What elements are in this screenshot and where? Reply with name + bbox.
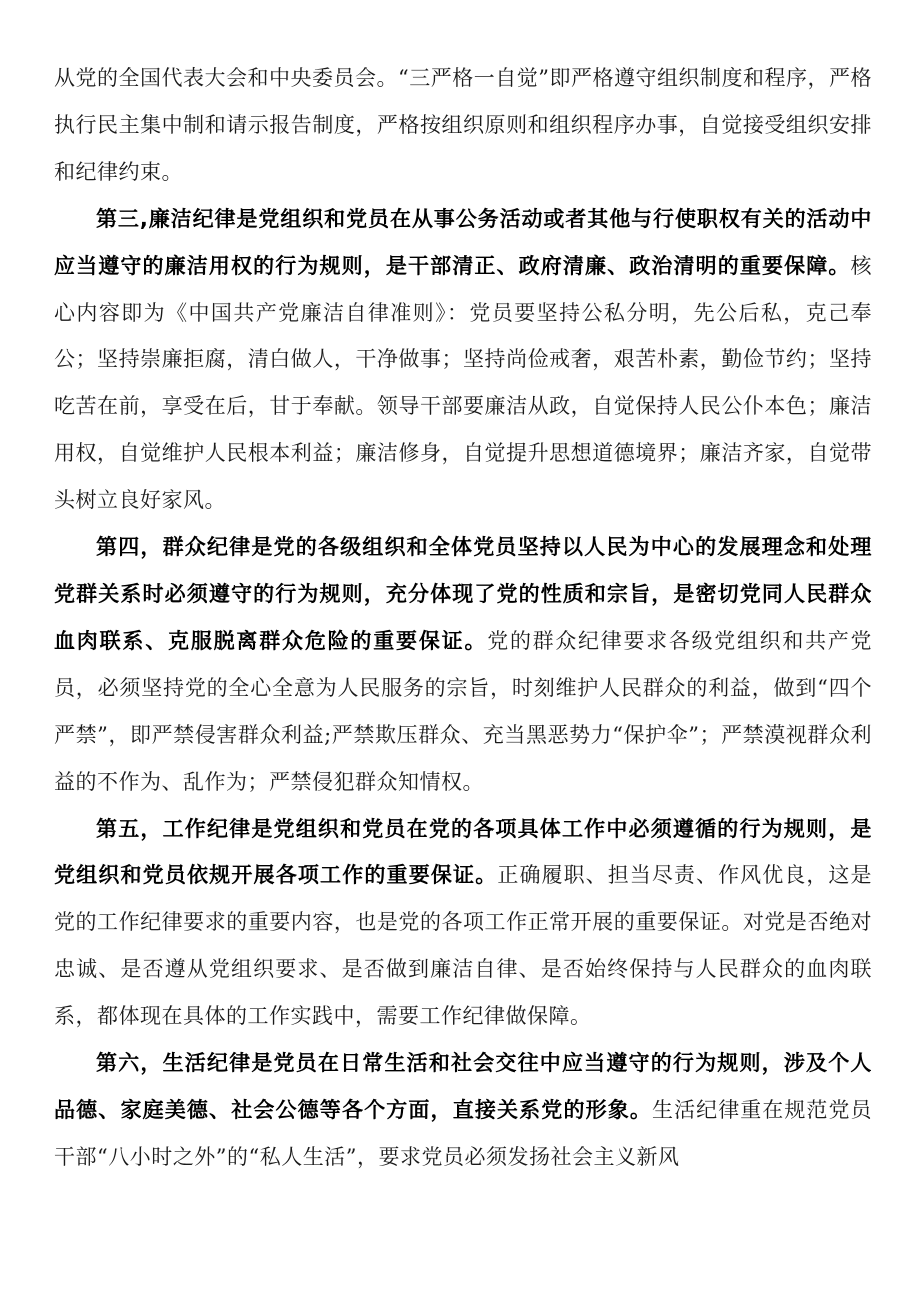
paragraph-continuation [54,55,872,196]
paragraph-lead-bold: 第五，工作纪律是党组织和党员在党的各项具体工作中必须遵循的行为规则，是党组织和党员依规开展各项工作的重要保证。 [54,816,872,888]
paragraph-life-discipline [54,1040,872,1181]
paragraph-clean-discipline [54,196,872,524]
paragraph-lead-bold: 第六，生活纪律是党员在日常生活和社会交往中应当遵守的行为规则，涉及个人品德、家庭美德、社会公德等各个方面，直接关系党的形象。 [54,1051,872,1122]
paragraph-body: 生活纪律重在规范党员干部“八小时之外”的“私人生活”，要求党员必须发扬社会主义新风 [54,1097,872,1169]
paragraph-body: 从党的全国代表大会和中央委员会。“三严格一自觉”即严格遵守组织制度和程序，严格执行民主集中制和请示报告制度，严格按组织原则和组织程序办事，自觉接受组织安排和纪律约束。 [54,66,872,184]
paragraph-body: 正确履职、担当尽责、作风优良，这是党的工作纪律要求的重要内容，也是党的各项工作正常开展的重要保证。对党是否绝对忠诚、是否遵从党组织要求、是否做到廉洁自律、是否始终保持与人民群众的血肉联系，都体现在具体的工作实践中，需要工作纪律做保障。 [54,863,873,1029]
paragraph-body: 核心内容即为《中国共产党廉洁自律准则》：党员要坚持公私分明，先公后私，克己奉公；坚持崇廉拒腐，清白做人，干净做事；坚持尚俭戒奢，艰苦朴素，勤俭节约；坚持吃苦在前，享受在后，甘于奉献。领导干部要廉洁从政，自觉保持人民公仆本色；廉洁用权，自觉维护人民根本利益；廉洁修身，自觉提升思想道德境界；廉洁齐家，自觉带头树立良好家风。 [54,253,872,513]
paragraph-body: 党的群众纪律要求各级党组织和共产党员，必须坚持党的全心全意为人民服务的宗旨，时刻维护人民群众的利益，做到“四个严禁”，即严禁侵害群众利益;严禁欺压群众、充当黑恶势力“保护伞”；严禁漠视群众利益的不作为、乱作为；严禁侵犯群众知情权。 [54,628,872,794]
paragraph-work-discipline [54,806,872,1041]
paragraph-lead-bold: 第四，群众纪律是党的各级组织和全体党员坚持以人民为中心的发展理念和处理党群关系时必须遵守的行为规则，充分体现了党的性质和宗旨，是密切党同人民群众血肉联系、克服脱离群众危险的重要保证。 [54,535,872,653]
paragraph-mass-discipline [54,524,872,805]
paragraph-lead-bold: 第三,廉洁纪律是党组织和党员在从事公务活动或者其他与行使职权有关的活动中应当遵守的廉洁用权的行为规则，是干部清正、政府清廉、政治清明的重要保障。 [54,206,872,278]
document-body [54,55,872,1181]
